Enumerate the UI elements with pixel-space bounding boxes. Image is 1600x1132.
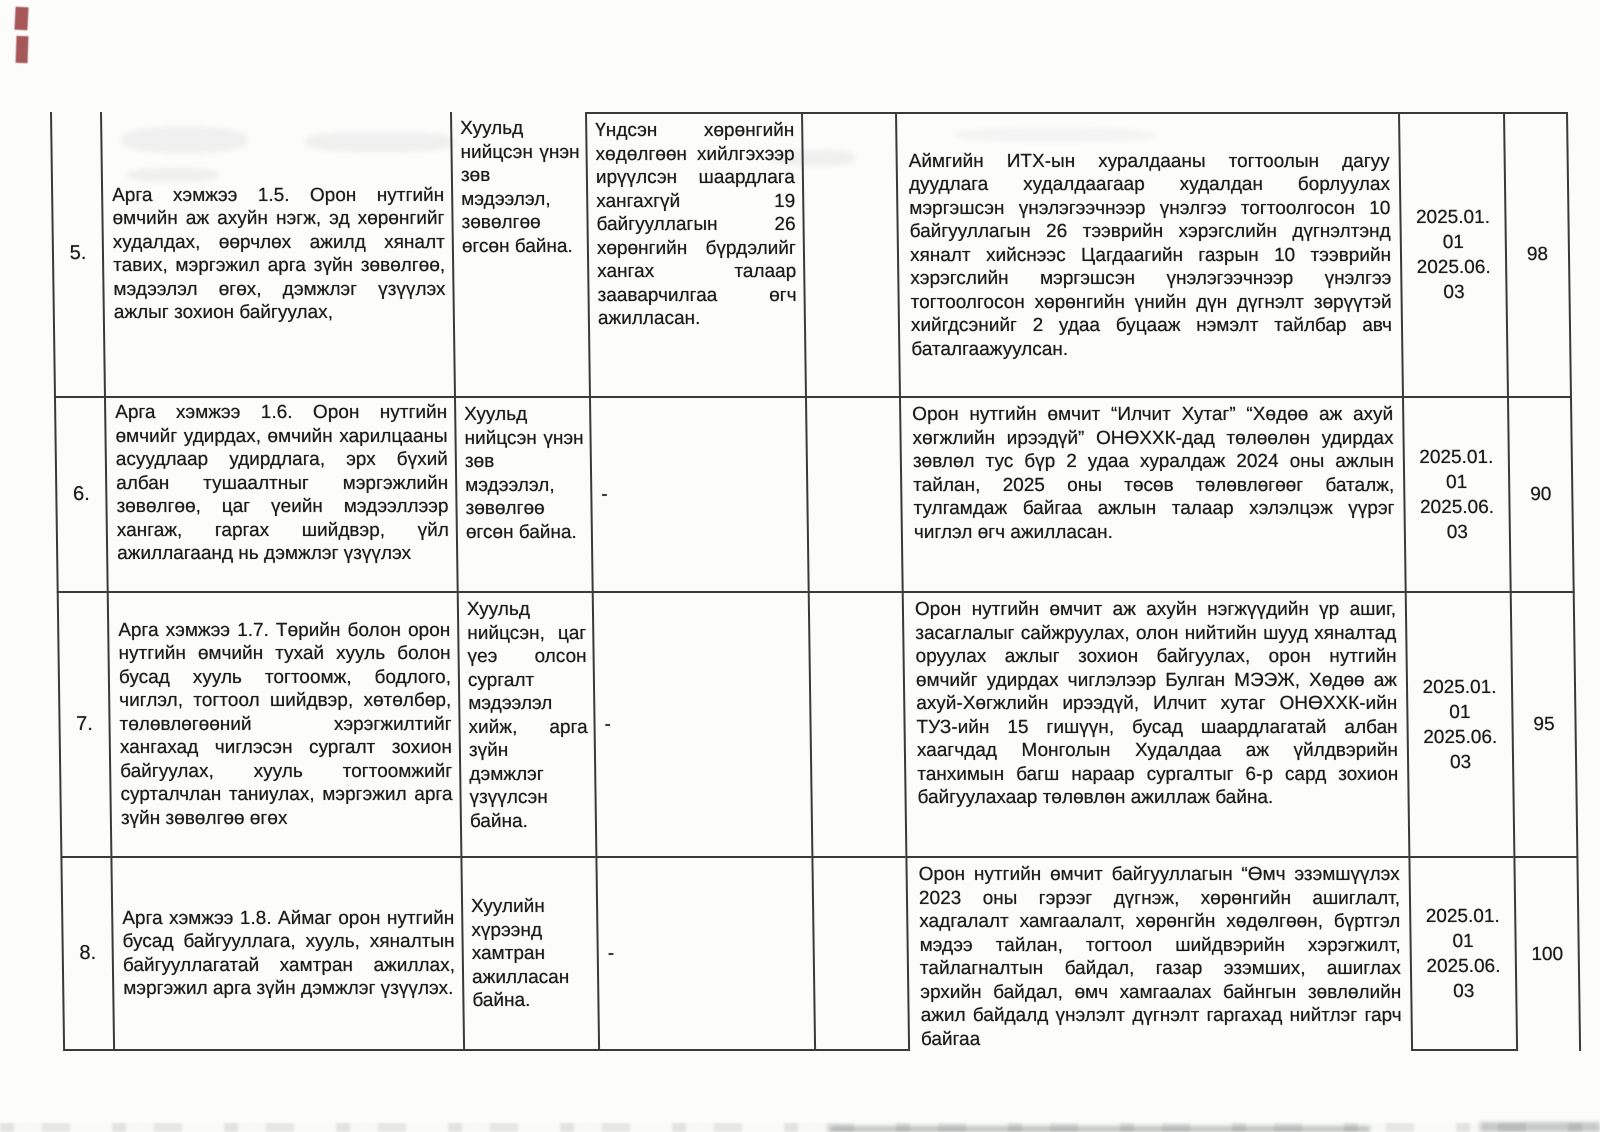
criteria-cell xyxy=(457,593,596,858)
period-line: 2025.01. xyxy=(1422,676,1497,698)
row-number-cell xyxy=(50,112,104,398)
spacer-cell xyxy=(808,593,906,858)
score-cell xyxy=(1513,858,1581,1051)
row-number: 6. xyxy=(72,482,90,505)
period-line: 2025.06. xyxy=(1419,496,1495,518)
criteria-text: Хуульд нийцсэн үнэн зөв мэдээлэл, зөвөлгөө өгсөн байна. xyxy=(464,404,584,543)
indicator-cell xyxy=(589,398,808,593)
spacer-text xyxy=(813,858,908,1049)
period-line: 2025.01. xyxy=(1425,905,1500,927)
period-line: 01 xyxy=(1452,930,1474,952)
row-number-cell xyxy=(57,593,111,858)
period-cell xyxy=(1408,858,1516,1051)
result-cell xyxy=(905,858,1411,1051)
spacer-text xyxy=(807,398,902,591)
spacer-text xyxy=(810,593,906,856)
period-line: 03 xyxy=(1453,980,1475,1002)
row-number: 5. xyxy=(69,242,87,265)
score-cell xyxy=(1507,398,1575,593)
result-cell xyxy=(895,112,1402,398)
spacer-cell xyxy=(801,112,899,398)
result-cell xyxy=(902,593,1409,858)
activity-text: Арга хэмжээ 1.8. Аймаг орон нутгийн бусад байгууллага, хууль, хяналтын байгууллагатай хамтран ажиллах, мэргэжил арга зүйн дэмжлэг үзүүлэх. xyxy=(122,907,456,999)
criteria-text: Хуульд нийцсэн, цаг үеэ олсон сургалт мэдээлэл хийж, арга зүйн дэмжлэг үзүүлсэн байна. xyxy=(466,599,588,832)
scan-edge-noise xyxy=(1480,1122,1600,1132)
period-line: 2025.06. xyxy=(1416,257,1491,278)
scan-edge-noise xyxy=(830,1126,1370,1132)
criteria-cell xyxy=(450,112,589,398)
indicator-dash: - xyxy=(601,483,608,505)
activity-cell xyxy=(104,398,457,593)
indicator-cell xyxy=(585,112,805,398)
activity-text: Арга хэмжээ 1.5. Орон нутгийн өмчийн аж ахуйн нэгж, эд хөрөнгийг худалдах, өөрчлөх ажилд хяналт тавих, мэргэжил арга зүйн зөвөлгөө, мэдээлэл өгөх, дэмжлэг үзүүлэх ажлыг зохион байгуулах, xyxy=(112,184,446,323)
row-number-cell xyxy=(60,858,113,1051)
row-number: 7. xyxy=(76,712,94,735)
activity-cell xyxy=(100,112,454,398)
period-line: 03 xyxy=(1443,282,1465,303)
result-text: Орон нутгийн өмчит байгууллагын “Өмч эзэмшүүлэх 2023 оны гэрээг дүгнэж, хөрөнгийн ашиглалт, хадгалалт хамгаалалт, хөрөнгйн хөдөлгөөн, бүртгэл мэдээ тайлан, тогтоол шийдвэрийн хэрэгжилт, тайлагналтын байдал, газар эзэмших, ашиглах эрхийн байдал, өмч хамгаалах байнгын зөвлөлийн ажил байдалд үнэлэлт дүгнэлт гаргахад нийтлэг гарч байгаа xyxy=(918,864,1402,1050)
spacer-text xyxy=(803,114,899,396)
period-line: 2025.06. xyxy=(1426,955,1501,977)
spacer-cell xyxy=(805,398,902,593)
period-line: 2025.01. xyxy=(1415,207,1491,228)
period-cell xyxy=(1405,593,1514,858)
score-value: 90 xyxy=(1530,483,1552,505)
activity-text: Арга хэмжээ 1.7. Төрийн болон орон нутгийн өмчийн тухай хууль болон бусад хууль тогтоомж, бодлого, чиглэл, тогтоол шийдвэр, хөтөлбөр, төлөвлөгөөний хэрэгжилтийг хангахад чиглэсэн сургалт зохион байгуулах, хууль тогтоомжийг сурталчлан таниулах, мэргэжил арга зүйн зөвөлгөө өгөх xyxy=(118,619,453,829)
scan-binding-mark xyxy=(16,36,29,63)
period-line: 01 xyxy=(1445,471,1468,493)
score-value: 98 xyxy=(1526,244,1549,266)
criteria-cell xyxy=(454,398,592,593)
activity-text: Арга хэмжээ 1.6. Орон нутгийн өмчийг удирдах, өмчийн харилцааны асуудлаар удирдлага, эрх бүхий албан тушаалтныг мэргэжлийн зөвөлгөө, цаг үеийн мэдээллээр хангаж, гаргах шийдвэр, үйл ажиллагаанд нь дэмжлэг үзүүлэх xyxy=(115,402,449,564)
activity-cell xyxy=(110,858,463,1051)
row-number-cell xyxy=(54,398,107,593)
row-number: 8. xyxy=(79,941,97,964)
indicator-text: Үндсэн хөрөнгийн хөдөлгөөн хийлгэхээр ирүүлсэн шаардлага хангахгүй 19 байгууллагын 26 хөрөнгийн бүрдэлийг хангах талаар зааварчилгаа өгч ажилласан. xyxy=(595,120,797,329)
period-line: 2025.01. xyxy=(1419,446,1494,468)
indicator-cell xyxy=(595,858,814,1051)
criteria-cell xyxy=(460,858,598,1051)
scan-binding-mark xyxy=(14,7,28,31)
period-cell xyxy=(1398,112,1507,398)
period-cell xyxy=(1402,398,1510,593)
score-value: 100 xyxy=(1531,943,1564,965)
result-text: Орон нутгийн өмчит “Илчит Хутаг” “Хөдөө аж ахуй хөгжлийн ирээдүй” ОНӨХХК-дад төлөөлөн удирдах зөвлөл тус бүр 2 удаа хуралдаж 2024 оны ажлын тайлан, 2025 оны төсөв төлөвлөгөөг баталж, тулгамдаж байгаа ажлын талаар хэлэлцэж үүрэг чиглэл өгч ажилласан. xyxy=(912,404,1395,543)
criteria-text: Хуульд нийцсэн үнэн зөв мэдээлэл, зөвөлгөө өгсөн байна. xyxy=(460,118,580,257)
period-line: 01 xyxy=(1449,701,1471,723)
period-line: 03 xyxy=(1446,521,1469,543)
report-table xyxy=(50,112,1581,1051)
result-text: Орон нутгийн өмчит аж ахуйн нэгжүүдийн үр ашиг, засаглалыг сайжруулах, олон нийтийн шууд хяналтад оруулах ажлыг зохион байгуулах, орон нутгийн өмчийг удирдах чиглэлээр Булган МЭЭЖ, Хөдөө аж ахуй-Хөгжлийн ирээдүй, Илчит хутаг ОНӨХХК-ийн ТУЗ-ийн 15 гишүүн, бусад шаардлагатай албан хаагчдад Монголын Худалдаа аж үйлдвэрийн танхимын багш нараар сургалтыг 6-р сард зохион байгуулахаар төлөвлөн ажиллаж байна. xyxy=(914,599,1399,808)
spacer-cell xyxy=(811,858,908,1051)
activity-cell xyxy=(107,593,461,858)
score-value: 95 xyxy=(1533,713,1555,735)
criteria-text: Хуулийн хүрээнд хамтран ажилласан байна. xyxy=(470,896,570,1012)
period-line: 01 xyxy=(1442,232,1465,253)
result-cell xyxy=(899,398,1405,593)
score-cell xyxy=(1510,593,1579,858)
indicator-cell xyxy=(592,593,812,858)
indicator-dash: - xyxy=(607,942,615,964)
indicator-dash: - xyxy=(604,713,612,735)
period-line: 03 xyxy=(1449,751,1472,773)
result-text: Аймгийн ИТХ-ын хуралдааны тогтоолын дагуу дуудлага худалдаагаар худалдан борлуулах мэргэшсэн үнэлэгээчнээр үнэлгээ тогтоолгосон 10 байгууллагын 26 тээврийн хэрэгслийн дүгнэлтэнд хяналт хийснээс Цагдаагийн газрын 10 тээврийн хэрэгслийн мэргэшсэн үнэлэгээчнээр үнэлгээ тогтоолгосон хөрөнгийн үнийн дүн дүгнэлт зөрүүтэй хийгдсэнийг 2 удаа буцааж нэмэлт тайлбар авч баталгаажуулсан. xyxy=(908,150,1393,360)
score-cell xyxy=(1503,112,1572,398)
period-line: 2025.06. xyxy=(1423,726,1498,748)
